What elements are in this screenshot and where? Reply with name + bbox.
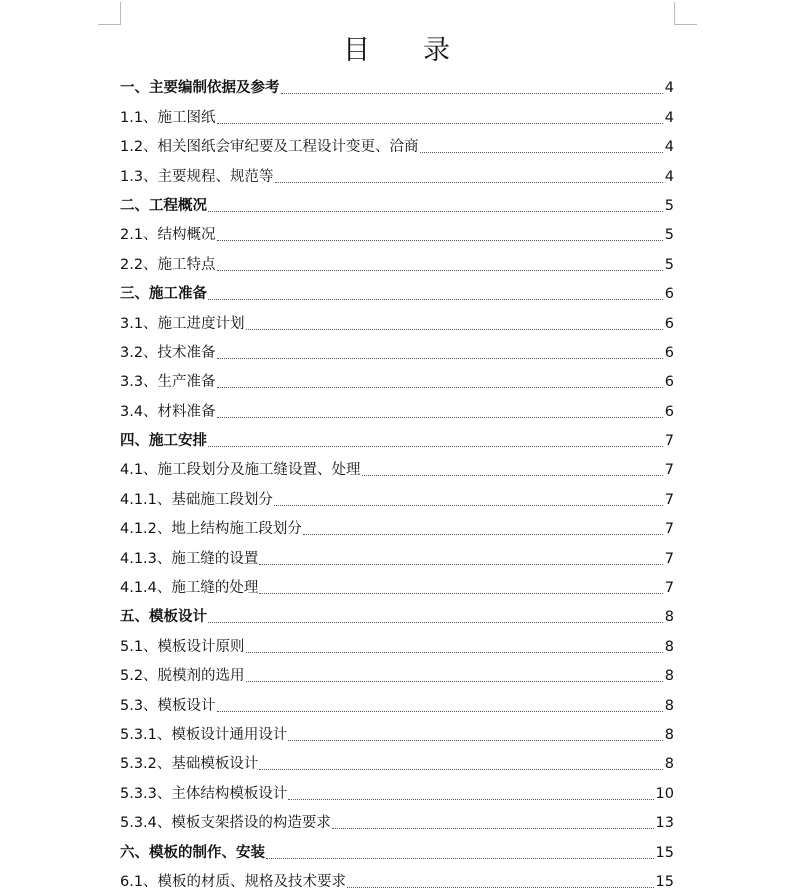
toc-entry-label: 2.1、结构概况 [120, 227, 216, 244]
toc-entry[interactable] [120, 864, 674, 893]
toc-dot-leader [288, 799, 653, 800]
toc-entry-page-number: 6 [664, 344, 674, 361]
toc-entry-page-number: 5 [664, 256, 674, 273]
toc-entry-page-number: 4 [664, 109, 674, 126]
toc-entry[interactable] [120, 805, 674, 834]
toc-entry-label: 1.1、施工图纸 [120, 109, 216, 126]
toc-entry-label: 二、工程概况 [120, 197, 207, 214]
toc-dot-leader [362, 475, 663, 476]
toc-dot-leader [246, 652, 663, 653]
toc-dot-leader [266, 858, 654, 859]
toc-entry-label: 一、主要编制依据及参考 [120, 80, 280, 97]
toc-dot-leader [217, 711, 663, 712]
toc-entry[interactable] [120, 129, 674, 158]
toc-entry-page-number: 8 [664, 638, 674, 655]
toc-entry-page-number: 7 [664, 550, 674, 567]
toc-entry-page-number: 7 [664, 521, 674, 538]
toc-entry-page-number: 10 [655, 785, 674, 802]
toc-entry-page-number: 6 [664, 315, 674, 332]
toc-entry-label: 2.2、施工特点 [120, 256, 216, 273]
toc-dot-leader [274, 505, 663, 506]
toc-entry[interactable] [120, 276, 674, 305]
toc-entry-label: 5.3.3、主体结构模板设计 [120, 785, 288, 802]
toc-dot-leader [217, 417, 663, 418]
toc-entry-label: 4.1.1、基础施工段划分 [120, 491, 273, 508]
toc-title [0, 28, 794, 67]
toc-entry[interactable] [120, 687, 674, 716]
toc-dot-leader [217, 270, 663, 271]
toc-entry-label: 4.1.2、地上结构施工段划分 [120, 521, 302, 538]
toc-entry-label: 1.2、相关图纸会审纪要及工程设计变更、洽商 [120, 139, 419, 156]
toc-entry-label: 5.1、模板设计原则 [120, 638, 245, 655]
toc-dot-leader [259, 564, 662, 565]
toc-entry[interactable] [120, 217, 674, 246]
toc-entry-label: 六、模板的制作、安装 [120, 844, 265, 861]
toc-dot-leader [332, 828, 654, 829]
toc-entry[interactable] [120, 717, 674, 746]
toc-entry-label: 3.4、材料准备 [120, 403, 216, 420]
toc-entry[interactable] [120, 246, 674, 275]
toc-entry-label: 3.3、生产准备 [120, 374, 216, 391]
toc-entry-label: 三、施工准备 [120, 286, 207, 303]
toc-entry-page-number: 4 [664, 168, 674, 185]
toc-entry-page-number: 7 [664, 462, 674, 479]
toc-entry-page-number: 8 [664, 668, 674, 685]
toc-dot-leader [246, 681, 663, 682]
toc-entry-label: 1.3、主要规程、规范等 [120, 168, 274, 185]
toc-dot-leader [217, 123, 663, 124]
toc-dot-leader [246, 329, 663, 330]
toc-entry[interactable] [120, 540, 674, 569]
toc-entry-page-number: 5 [664, 227, 674, 244]
toc-entry-label: 5.3、模板设计 [120, 697, 216, 714]
toc-entry[interactable] [120, 335, 674, 364]
toc-dot-leader [281, 93, 663, 94]
toc-entry-page-number: 4 [664, 139, 674, 156]
toc-entry-label: 四、施工安排 [120, 433, 207, 450]
crop-mark-top-right [674, 2, 697, 25]
toc-title-part1: 目 [343, 35, 371, 66]
toc-dot-leader [217, 240, 663, 241]
toc-entry-label: 4.1.3、施工缝的设置 [120, 550, 259, 567]
toc-title-part2: 录 [423, 35, 451, 66]
toc-dot-leader [208, 299, 663, 300]
toc-entry[interactable] [120, 628, 674, 657]
crop-mark-top-left [98, 2, 121, 25]
toc-entry-page-number: 15 [655, 873, 674, 890]
toc-dot-leader [208, 211, 663, 212]
toc-entry-label: 5.3.2、基础模板设计 [120, 756, 259, 773]
toc-entry-page-number: 7 [664, 433, 674, 450]
toc-entry[interactable] [120, 746, 674, 775]
toc-entry-label: 5.3.4、模板支架搭设的构造要求 [120, 815, 331, 832]
toc-dot-leader [208, 622, 663, 623]
toc-dot-leader [217, 358, 663, 359]
toc-dot-leader [288, 740, 662, 741]
toc-entry[interactable] [120, 775, 674, 804]
toc-entry-label: 4.1、施工段划分及施工缝设置、处理 [120, 462, 361, 479]
toc-entry-page-number: 8 [664, 756, 674, 773]
toc-dot-leader [303, 534, 663, 535]
toc-entry-page-number: 4 [664, 80, 674, 97]
toc-dot-leader [208, 446, 663, 447]
toc-entry[interactable] [120, 511, 674, 540]
toc-entry-page-number: 13 [655, 815, 674, 832]
toc-entry-page-number: 7 [664, 580, 674, 597]
toc-dot-leader [347, 887, 653, 888]
toc-dot-leader [420, 152, 663, 153]
toc-entry-page-number: 8 [664, 609, 674, 626]
toc-entry-page-number: 8 [664, 726, 674, 743]
toc-entry[interactable] [120, 188, 674, 217]
toc-entry-label: 4.1.4、施工缝的处理 [120, 580, 259, 597]
toc-entry-page-number: 6 [664, 374, 674, 391]
toc-entry[interactable] [120, 481, 674, 510]
toc-entry-label: 3.1、施工进度计划 [120, 315, 245, 332]
toc-entry[interactable] [120, 158, 674, 187]
toc-entry-page-number: 15 [655, 844, 674, 861]
toc-entry[interactable] [120, 99, 674, 128]
toc-entry-page-number: 7 [664, 491, 674, 508]
toc-entry[interactable] [120, 393, 674, 422]
toc-entry[interactable] [120, 658, 674, 687]
toc-dot-leader [275, 182, 663, 183]
toc-dot-leader [259, 593, 662, 594]
toc-entry[interactable] [120, 452, 674, 481]
toc-entry[interactable] [120, 70, 674, 99]
toc-entry-label: 6.1、模板的材质、规格及技术要求 [120, 873, 347, 890]
toc-entry-label: 5.2、脱模剂的选用 [120, 668, 245, 685]
toc-entry-page-number: 6 [664, 286, 674, 303]
toc-entry[interactable] [120, 570, 674, 599]
toc-entry-label: 5.3.1、模板设计通用设计 [120, 726, 288, 743]
table-of-contents [120, 70, 674, 893]
toc-entry[interactable] [120, 305, 674, 334]
toc-entry-label: 五、模板设计 [120, 609, 207, 626]
toc-entry[interactable] [120, 599, 674, 628]
toc-dot-leader [259, 769, 662, 770]
toc-dot-leader [217, 387, 663, 388]
toc-entry-page-number: 6 [664, 403, 674, 420]
toc-entry-page-number: 5 [664, 197, 674, 214]
toc-entry[interactable] [120, 423, 674, 452]
toc-entry[interactable] [120, 834, 674, 863]
toc-entry-label: 3.2、技术准备 [120, 344, 216, 361]
toc-entry[interactable] [120, 364, 674, 393]
toc-entry-page-number: 8 [664, 697, 674, 714]
